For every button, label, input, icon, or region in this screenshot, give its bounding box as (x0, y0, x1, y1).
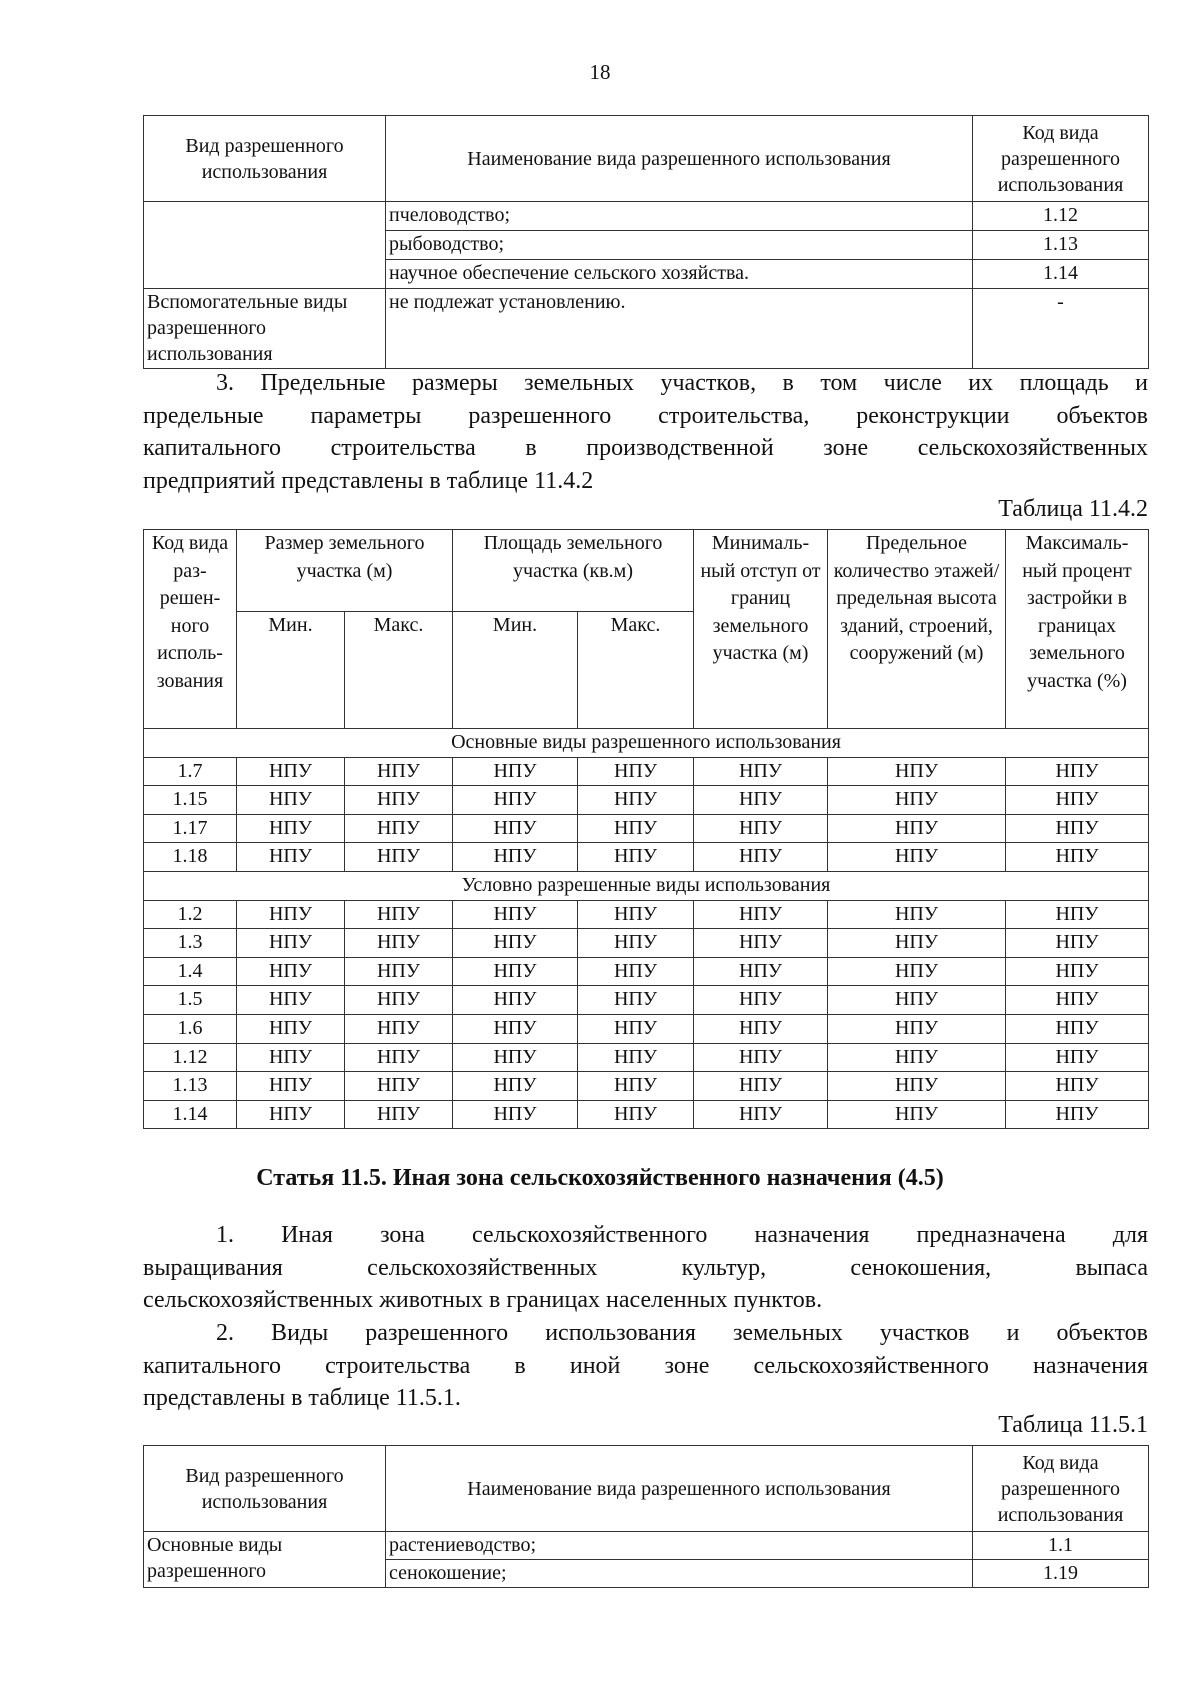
table-cell-value: НПУ (1006, 757, 1149, 786)
table-cell-value: НПУ (578, 1100, 694, 1129)
table-cell-value: НПУ (453, 1072, 578, 1101)
table-cell-value: НПУ (1006, 814, 1149, 843)
table-cell-value: НПУ (237, 957, 345, 986)
table-cell-code: 1.3 (144, 929, 237, 958)
table-cell-value: НПУ (828, 814, 1006, 843)
table-cell-value: НПУ (237, 900, 345, 929)
table-cell-code: 1.5 (144, 986, 237, 1015)
table-cell-value: НПУ (1006, 1014, 1149, 1043)
table-cell-value: НПУ (453, 843, 578, 872)
table-cell-value: НПУ (578, 1014, 694, 1043)
table-cell-value: НПУ (453, 786, 578, 815)
paragraph-line: сельскохозяйственных животных в границах населенных пунктов. (143, 1287, 823, 1313)
table-cell-value: НПУ (345, 1100, 453, 1129)
table-row (144, 814, 1149, 843)
table-cell-code: - (973, 289, 1149, 369)
table-cell-code: 1.4 (144, 957, 237, 986)
table-cell-code: 1.12 (144, 1043, 237, 1072)
table-cell-value: НПУ (453, 1100, 578, 1129)
paragraph-limit-sizes (143, 367, 1148, 497)
table-row (144, 929, 1149, 958)
table-cell-value: НПУ (1006, 957, 1149, 986)
paragraph-permitted-uses (143, 1317, 1148, 1415)
header-area-min: Мин. (453, 612, 578, 729)
table-cell-code: 1.1 (973, 1532, 1149, 1560)
table-row (144, 1014, 1149, 1043)
table-cell-value: НПУ (237, 1100, 345, 1129)
table-cell-value: НПУ (453, 900, 578, 929)
table-cell-value: НПУ (345, 1072, 453, 1101)
table-caption: Таблица 11.5.1 (998, 1412, 1148, 1438)
permitted-use-table-11-5-1 (143, 1445, 1149, 1588)
table-cell-value: НПУ (694, 843, 828, 872)
table-cell-value: НПУ (694, 786, 828, 815)
paragraph-line: капитального строительства в иной зоне сельскохозяйственного назначения (143, 1352, 1148, 1379)
table-row (144, 843, 1149, 872)
table-cell-code: 1.18 (144, 843, 237, 872)
table-caption: Таблица 11.4.2 (998, 496, 1148, 522)
paragraph-line: 3. Предельные размеры земельных участков, в том числе их площадь и (216, 370, 1148, 396)
table-cell-value: НПУ (345, 929, 453, 958)
table-row (144, 757, 1149, 786)
table-cell-value: НПУ (578, 900, 694, 929)
table-cell-value: НПУ (345, 1043, 453, 1072)
header-use-name: Наименование вида разрешенного использования (386, 116, 973, 202)
table-cell-code: 1.19 (973, 1560, 1149, 1588)
table-cell-name: научное обеспечение сельского хозяйства. (386, 260, 973, 289)
paragraph-line: выращивания сельскохозяйственных культур, сенокошения, выпаса (143, 1254, 1148, 1281)
header-size-max: Макс. (345, 612, 453, 729)
paragraph-zone-purpose (143, 1219, 1148, 1317)
table-cell-value: НПУ (345, 957, 453, 986)
table-cell-value: НПУ (453, 814, 578, 843)
table-cell-value: НПУ (1006, 843, 1149, 872)
header-min-offset: Минималь- ный отступ от границ земельного участка (м) (694, 530, 828, 729)
table-cell-value: НПУ (694, 1014, 828, 1043)
table-cell-value: НПУ (237, 843, 345, 872)
table-cell-value: НПУ (694, 814, 828, 843)
table-cell-value: НПУ (578, 843, 694, 872)
table-cell-value: НПУ (1006, 1043, 1149, 1072)
table-cell-type-empty (144, 202, 386, 289)
table-cell-value: НПУ (828, 1043, 1006, 1072)
table-cell-value: НПУ (694, 929, 828, 958)
header-use-type: Вид разрешенного использования (144, 116, 386, 202)
header-max-floors: Предельное количество этажей/ предельная высота зданий, строений, сооружений (м) (828, 530, 1006, 729)
group-conditional-rows (144, 900, 1149, 1129)
group-header-main: Основные виды разрешенного использования (144, 729, 1149, 758)
header-plot-area: Площадь земельного участка (кв.м) (453, 530, 694, 612)
table-cell-value: НПУ (694, 986, 828, 1015)
table-row (144, 986, 1149, 1015)
table-cell-value: НПУ (237, 1014, 345, 1043)
table-cell-value: НПУ (237, 757, 345, 786)
table-cell-code: 1.15 (144, 786, 237, 815)
table-cell-name: пчеловодство; (386, 202, 973, 231)
table-cell-value: НПУ (828, 957, 1006, 986)
paragraph-line: капитального строительства в производственной зоне сельскохозяйственных (143, 435, 1148, 461)
paragraph-line: предприятий представлены в таблице 11.4.2 (143, 467, 594, 494)
header-max-percent: Максималь- ный процент застройки в границах земельного участка (%) (1006, 530, 1149, 729)
table-cell-value: НПУ (345, 786, 453, 815)
table-cell-value: НПУ (1006, 1100, 1149, 1129)
table-row (144, 900, 1149, 929)
table-cell-value: НПУ (453, 1014, 578, 1043)
table-cell-value: НПУ (694, 1072, 828, 1101)
table-cell-value: НПУ (694, 900, 828, 929)
table-cell-code: 1.17 (144, 814, 237, 843)
table-cell-value: НПУ (237, 1043, 345, 1072)
table-cell-name: растениеводство; (386, 1532, 973, 1560)
table-cell-value: НПУ (578, 1072, 694, 1101)
header-code: Код вида раз- решен- ного исполь- зования (144, 530, 237, 729)
table-cell-code: 1.12 (973, 202, 1149, 231)
table-cell-value: НПУ (828, 786, 1006, 815)
header-size-min: Мин. (237, 612, 345, 729)
table-row (144, 786, 1149, 815)
table-cell-value: НПУ (345, 986, 453, 1015)
limit-parameters-table (143, 529, 1149, 1129)
table-cell-value: НПУ (828, 1072, 1006, 1101)
group-main-rows (144, 757, 1149, 871)
table-row (144, 1100, 1149, 1129)
table-cell-value: НПУ (578, 1043, 694, 1072)
table-cell-value: НПУ (578, 814, 694, 843)
table-row (144, 1072, 1149, 1101)
permitted-use-table-continued (143, 115, 1149, 369)
table-cell-value: НПУ (1006, 1072, 1149, 1101)
table-cell-value: НПУ (453, 929, 578, 958)
table-cell-code: 1.6 (144, 1014, 237, 1043)
table-cell-value: НПУ (345, 843, 453, 872)
header-use-name: Наименование вида разрешенного использования (386, 1446, 973, 1532)
table-cell-value: НПУ (453, 986, 578, 1015)
table-cell-value: НПУ (828, 986, 1006, 1015)
paragraph-line: 1. Иная зона сельскохозяйственного назначения предназначена для (216, 1222, 1148, 1248)
table-cell-value: НПУ (237, 814, 345, 843)
table-cell-value: НПУ (1006, 929, 1149, 958)
group-header-conditional: Условно разрешенные виды использования (144, 871, 1149, 900)
table-cell-value: НПУ (237, 1072, 345, 1101)
table-cell-value: НПУ (453, 1043, 578, 1072)
table-cell-value: НПУ (694, 1043, 828, 1072)
table-cell-value: НПУ (828, 757, 1006, 786)
table-cell-code: 1.7 (144, 757, 237, 786)
table-cell-code: 1.14 (144, 1100, 237, 1129)
table-cell-value: НПУ (828, 1014, 1006, 1043)
paragraph-line: представлены в таблице 11.5.1. (143, 1385, 461, 1411)
table-cell-name: рыбоводство; (386, 231, 973, 260)
table-cell-type: Вспомогательные виды разрешенного использования (144, 289, 386, 369)
table-cell-value: НПУ (453, 957, 578, 986)
table-cell-name: не подлежат установлению. (386, 289, 973, 369)
header-use-type: Вид разрешенного использования (144, 1446, 386, 1532)
table-cell-value: НПУ (828, 1100, 1006, 1129)
table-cell-value: НПУ (345, 900, 453, 929)
header-use-code: Код вида разрешенного использования (973, 1446, 1149, 1532)
table-cell-value: НПУ (828, 929, 1006, 958)
paragraph-line: 2. Виды разрешенного использования земельных участков и объектов (216, 1320, 1148, 1346)
table-row (144, 957, 1149, 986)
table-cell-value: НПУ (345, 757, 453, 786)
table-cell-value: НПУ (453, 757, 578, 786)
table-cell-value: НПУ (828, 900, 1006, 929)
table-cell-code: 1.13 (144, 1072, 237, 1101)
table-cell-value: НПУ (1006, 786, 1149, 815)
table-cell-code: 1.2 (144, 900, 237, 929)
article-heading: Статья 11.5. Иная зона сельскохозяйственного назначения (4.5) (256, 1165, 944, 1191)
table-cell-value: НПУ (237, 986, 345, 1015)
table-cell-type: Основные виды разрешенного (144, 1532, 386, 1588)
table-cell-code: 1.13 (973, 231, 1149, 260)
table-cell-value: НПУ (578, 957, 694, 986)
table-cell-value: НПУ (345, 814, 453, 843)
table-row (144, 1043, 1149, 1072)
table-cell-value: НПУ (578, 757, 694, 786)
table-cell-value: НПУ (578, 929, 694, 958)
table-cell-code: 1.14 (973, 260, 1149, 289)
table-cell-value: НПУ (694, 957, 828, 986)
header-use-code: Код вида разрешенного использования (973, 116, 1149, 202)
header-area-max: Макс. (578, 612, 694, 729)
header-plot-size: Размер земельного участка (м) (237, 530, 453, 612)
table-cell-value: НПУ (694, 757, 828, 786)
table-cell-value: НПУ (237, 786, 345, 815)
table-cell-value: НПУ (1006, 986, 1149, 1015)
table-cell-name: сенокошение; (386, 1560, 973, 1588)
table-cell-value: НПУ (1006, 900, 1149, 929)
table-cell-value: НПУ (828, 843, 1006, 872)
page-number: 18 (589, 60, 611, 84)
table-cell-value: НПУ (345, 1014, 453, 1043)
table-cell-value: НПУ (694, 1100, 828, 1129)
table-cell-value: НПУ (237, 929, 345, 958)
table-cell-value: НПУ (578, 786, 694, 815)
table-cell-value: НПУ (578, 986, 694, 1015)
paragraph-line: предельные параметры разрешенного строительства, реконструкции объектов (143, 402, 1148, 429)
